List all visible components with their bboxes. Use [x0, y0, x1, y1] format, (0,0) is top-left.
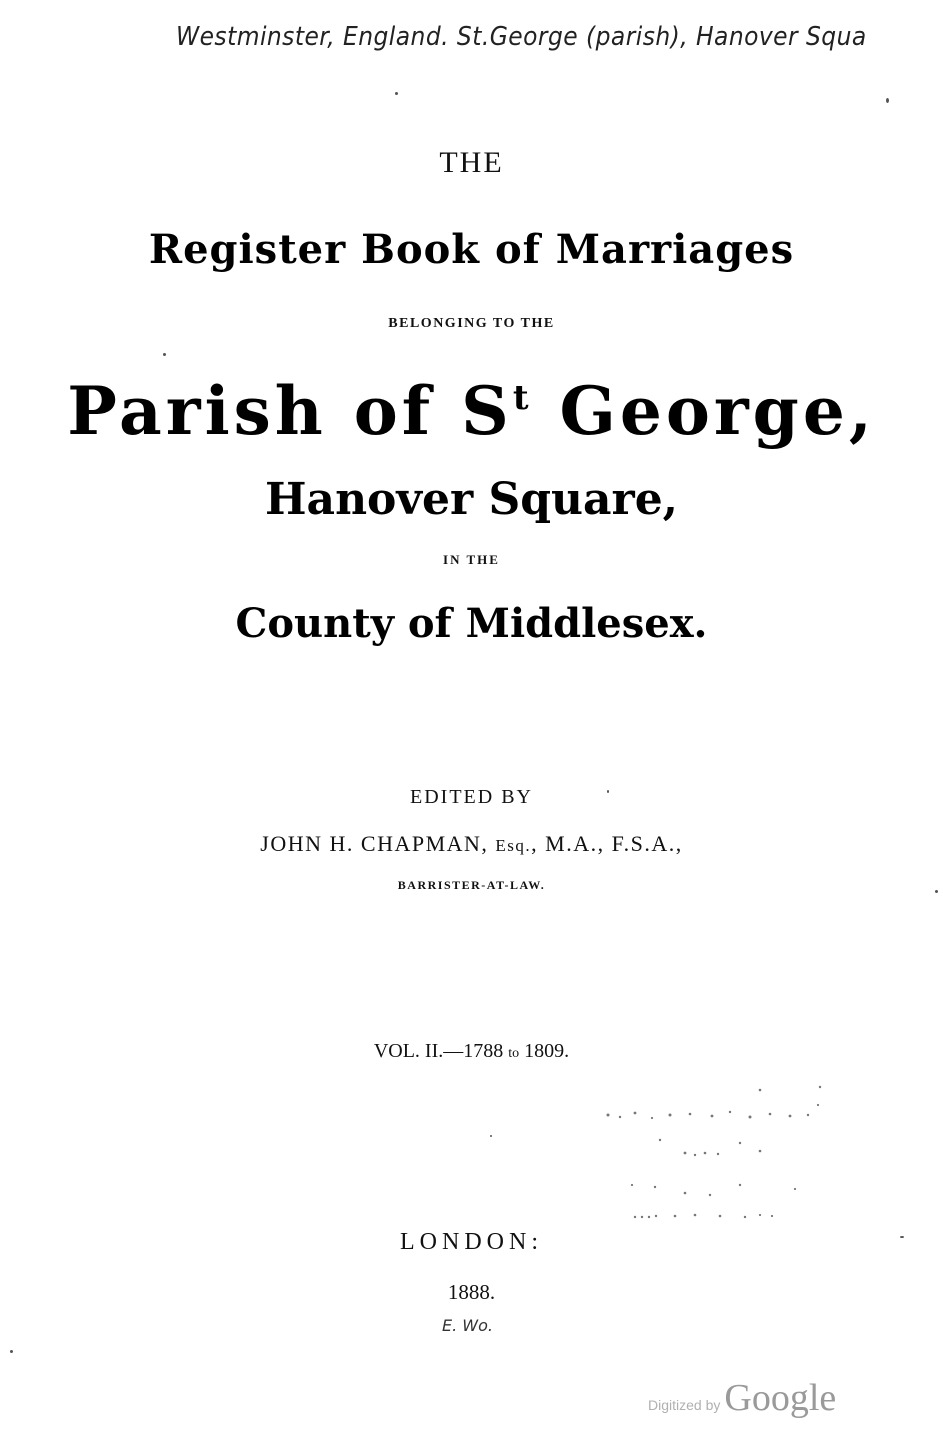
parish-text: Parish of S [67, 372, 513, 450]
paper-speck [900, 1236, 904, 1238]
editor-name: JOHN H. CHAPMAN, [260, 831, 496, 856]
title-the: THE [439, 146, 504, 179]
volume-number: VOL. II.—1788 [373, 1040, 509, 1062]
title-hanover-square: Hanover Square, [264, 474, 678, 525]
paper-speck [607, 790, 609, 793]
volume-to: to [508, 1046, 520, 1061]
digitized-by-google-watermark [648, 1376, 836, 1420]
in-the: IN THE [443, 552, 500, 567]
title-county: County of Middlesex. [235, 600, 708, 647]
paper-speck [10, 1350, 13, 1353]
parish-george: George, [532, 372, 876, 450]
publication-year: 1888. [447, 1280, 496, 1304]
handwritten-initials: E. Wo. [442, 1316, 493, 1335]
barrister-at-law: BARRISTER-AT-LAW. [397, 878, 546, 892]
handwritten-catalog-note: Westminster, England. St.George (parish), Hanover Squa [176, 22, 867, 52]
paper-speck [886, 98, 889, 103]
edited-by: EDITED BY [410, 786, 533, 808]
paper-speck [395, 92, 398, 95]
google-logo: Google [724, 1377, 837, 1419]
paper-speck [935, 890, 938, 893]
place-of-publication: LONDON: [400, 1229, 543, 1255]
digitized-by-label: Digitized by [648, 1397, 721, 1413]
volume-line [0, 1040, 943, 1063]
title-parish [0, 372, 943, 450]
parish-superscript: t [512, 378, 533, 418]
volume-end-year: 1809. [519, 1040, 570, 1062]
belonging-to-the: BELONGING TO THE [388, 316, 555, 331]
editor-degrees: , M.A., F.S.A., [531, 831, 683, 856]
title-register-book: Register Book of Marriages [148, 226, 795, 273]
editor-esq: Esq. [495, 836, 532, 855]
editor-line [0, 831, 943, 857]
paper-speck [163, 353, 166, 356]
faded-library-stamp [600, 1085, 830, 1220]
paper-speck [490, 1135, 492, 1137]
